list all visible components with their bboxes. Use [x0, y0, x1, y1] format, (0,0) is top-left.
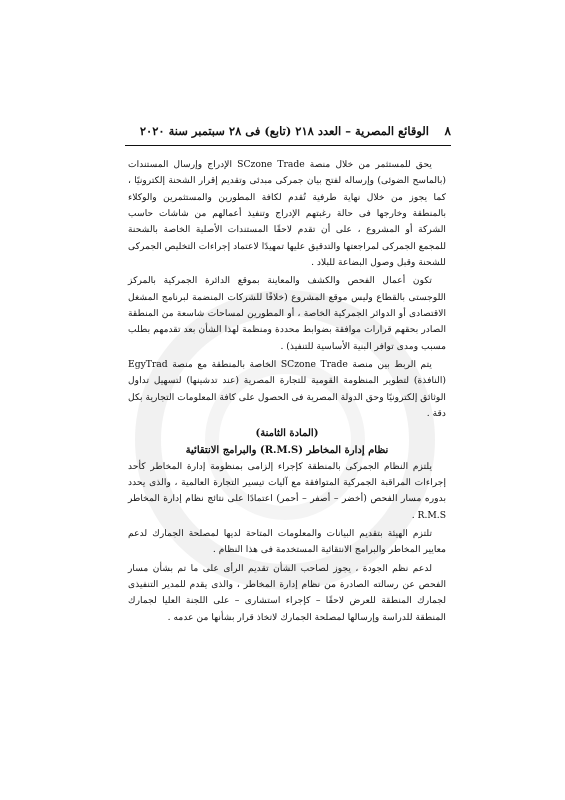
paragraph: لدعم نظم الجودة ، يجوز لصاحب الشأن تقديم الرأى على ما تم بشأن مسار الفحص عن رسالته الصادرة من نظام إدارة المخاطر ، والذى يقدم للمدير التنفيذى لجمارك المنطقة للعرض لاحقًا – كإجراء استشارى – على اللجنة العليا لجمارك المنطقة للدراسة وإرسالها لمصلحة الجمارك لاتخاذ قرار بشأنها من عدمه .: [128, 562, 446, 623]
page-number: ٨: [444, 124, 451, 138]
document-body: [128, 157, 446, 626]
article-subtitle: نظام إدارة المخاطر (R.M.S) والبرامج الانتقائية: [185, 444, 389, 456]
paragraph: يتم الربط بين منصة SCzone Trade الخاصة بالمنطقة مع منصة EgyTrad (النافذة) لتطوير المنظومة القومية للتجارة المصرية (عند تدشينها) لتسهيل تداول الوثائق إلكترونيًا وحق الدولة المصرية فى الحصول على كافة المعلومات التجارية بكل دقة .: [128, 359, 446, 420]
paragraph: تلتزم الهيئة بتقديم البيانات والمعلومات المتاحة لديها لمصلحة الجمارك لدعم معايير المخاطر والبرامج الانتقائية المستخدمة فى هذا النظام .: [128, 527, 446, 556]
article-title: (المادة الثامنة): [255, 427, 319, 439]
page-header: [124, 124, 451, 142]
paragraph: يلتزم النظام الجمركى بالمنطقة كإجراء إلزامى بمنظومة إدارة المخاطر كأحد إجراءات المراقبة الجمركية المتوافقة مع آليات تيسير التجارة العالمية ، والذى يحدد بدوره مسار الفحص (أخضر – أصفر – أحمر) اعتمادًا على نتائج نظام إدارة المخاطر R.M.S .: [128, 460, 446, 521]
issue-title: الوقائع المصرية – العدد ٢١٨ (تابع) فى ٢٨ سبتمبر سنة ٢٠٢٠: [139, 124, 429, 138]
header-rule: [125, 145, 451, 146]
paragraph: يحق للمستثمر من خلال منصة SCzone Trade الإدراج وإرسال المستندات (بالماسح الضوئى) وإرساله لفتح بيان جمركى مبدئى وتقديم إقرار الشحنة إلكترونيًا ، كما يجوز من خلال نهاية طرفية تُقدم لكافة المطورين والمستثمرين والوكلاء بالمنطقة وخارجها فى حالة رغبتهم الإدراج وتنفيذ أعمالهم من شاشات حاسب الشركة أو المشروع ، على أن تقدم لاحقًا المستندات الأصلية الخاصة بالشحنة للمجمع الجمركى لمراجعتها والتدقيق عليها تمهيدًا لاعتماد إجراءات التخليص الجمركى للشحنة وقبل وصول البضاعة للبلاد .: [128, 159, 446, 269]
paragraph: تكون أعمال الفحص والكشف والمعاينة بموقع الدائرة الجمركية بالمركز اللوجستى بالقطاع وليس موقع المشروع (خلافًا للشركات المنضمة لبرنامج المشغل الاقتصادى أو الدوائر الجمركية الخاصة ، أو المطورين لمساحات شاسعة من المنطقة الصادر بحقهم قرارات موافقة بضوابط محددة ومنظمة لهذا الشأن بعد تقدمهم بطلب مسبب ومدى توافر البنية الأساسية للتنفيذ) .: [128, 275, 446, 352]
